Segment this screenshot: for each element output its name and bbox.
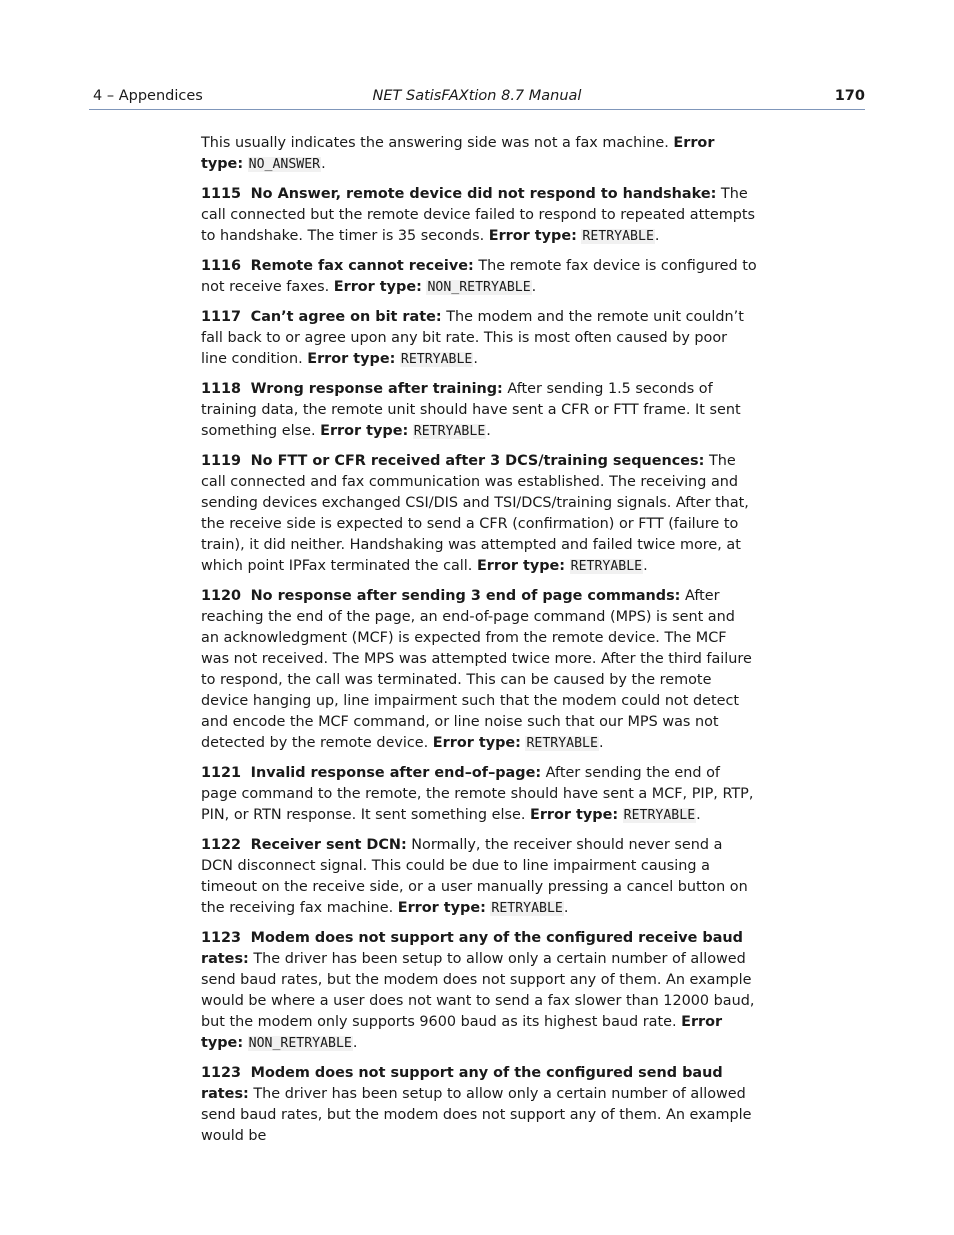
error-description: Normally, the receiver should never send a DCN disconnect signal. This could be due to line impairment causing a timeout on the receive side, or a user manually pressing a cancel button on the receiving fax machine. <box>201 837 748 916</box>
error-entry: 1121 Invalid response after end–of–page: After sending the end of page command to the remote, the remote should have sent a MCF, PIP, RTP, PIN, or RTN response. It sent something else. Error type: RETRYABLE. <box>201 765 754 823</box>
error-title: Wrong response after training: <box>250 381 503 397</box>
error-entry: 1116 Remote fax cannot receive: The remote fax device is configured to not receive faxes. Error type: NON_RETRYABLE. <box>201 258 757 295</box>
error-type-label: Error type: <box>320 423 409 439</box>
error-entry: 1120 No response after sending 3 end of page commands: After reaching the end of the page, an end-of-page command (MPS) is sent and an acknowledgment (MCF) is expected from the remote device. The MCF was not received. The MPS was attempted twice more. After the third failure to respond, the call was terminated. This can be caused by the remote device hanging up, line impairment such that the modem could not detect and encode the MCF command, or line noise such that our MPS was not detected by the remote device. Error type: RETRYABLE. <box>201 588 752 751</box>
error-description: The call connected and fax communication was established. The receiving and sending devices exchanged CSI/DIS and TSI/DCS/training signals. After that, the receive side is expected to send a CFR (confirmation) or FTT (failure to train), it did neither. Handshaking was attempted and failed twice more, at which point IPFax terminated the call. <box>201 453 749 574</box>
error-entry: 1115 No Answer, remote device did not respond to handshake: The call connected but the remote device failed to respond to repeated attempts to handshake. The timer is 35 seconds. Error type: RETRYABLE. <box>201 186 756 244</box>
error-type-value: RETRYABLE <box>623 808 696 823</box>
error-code: 1121 <box>201 765 242 781</box>
error-code: 1122 <box>201 837 242 853</box>
error-description: The call connected but the remote device failed to respond to repeated attempts to handshake. The timer is 35 seconds. <box>201 186 756 244</box>
intro-text: This usually indicates the answering side was not a fax machine. <box>201 135 669 151</box>
error-type-value: RETRYABLE <box>413 424 486 439</box>
page-number: 170 <box>834 88 865 104</box>
error-entry: 1123 Modem does not support any of the configured receive baud rates: The driver has been setup to allow only a certain number of allowed send baud rates, but the modem does not support any of them. An example would be where a user does not want to send a fax slower than 12000 baud, but the modem only supports 9600 baud as its highest baud rate. Error type: NON_RETRYABLE. <box>201 930 755 1051</box>
error-code: 1123 <box>201 1065 242 1081</box>
error-code-list <box>201 133 757 1156</box>
error-type-value: NON_RETRYABLE <box>427 280 531 295</box>
error-title: No response after sending 3 end of page commands: <box>250 588 681 604</box>
error-type-value: RETRYABLE <box>400 352 473 367</box>
error-entry: 1119 No FTT or CFR received after 3 DCS/training sequences: The call connected and fax communication was established. The receiving and sending devices exchanged CSI/DIS and TSI/DCS/training signals. After that, the receive side is expected to send a CFR (confirmation) or FTT (failure to train), it did neither. Handshaking was attempted and failed twice more, at which point IPFax terminated the call. Error type: RETRYABLE. <box>201 453 749 574</box>
error-entry: 1118 Wrong response after training: After sending 1.5 seconds of training data, the remote unit should have sent a CFR or FTT frame. It sent something else. Error type: RETRYABLE. <box>201 381 741 439</box>
error-description: After reaching the end of the page, an end-of-page command (MPS) is sent and an acknowledgment (MCF) is expected from the remote device. The MCF was not received. The MPS was attempted twice more. After the third failure to respond, the call was terminated. This can be caused by the remote device hanging up, line impairment such that the modem could not detect and encode the MCF command, or line noise such that our MPS was not detected by the remote device. <box>201 588 752 751</box>
error-title: No FTT or CFR received after 3 DCS/training sequences: <box>250 453 705 469</box>
error-code: 1118 <box>201 381 242 397</box>
error-type-value: NO_ANSWER <box>248 157 321 172</box>
error-entry: 1117 Can’t agree on bit rate: The modem and the remote unit couldn’t fall back to or agree upon any bit rate. This is most often caused by poor line condition. Error type: RETRYABLE. <box>201 309 744 367</box>
page-header <box>89 88 865 110</box>
error-title: Invalid response after end–of–page: <box>250 765 542 781</box>
intro-paragraph: This usually indicates the answering side was not a fax machine. Error type: NO_ANSWER. <box>201 135 715 172</box>
error-type-label: Error type: <box>201 135 715 172</box>
error-code: 1115 <box>201 186 242 202</box>
error-title: Receiver sent DCN: <box>250 837 407 853</box>
error-title: No Answer, remote device did not respond to handshake: <box>250 186 717 202</box>
error-code: 1116 <box>201 258 242 274</box>
error-type-value: NON_RETRYABLE <box>248 1036 352 1051</box>
error-title: Can’t agree on bit rate: <box>250 309 442 325</box>
error-description: After sending the end of page command to the remote, the remote should have sent a MCF, PIP, RTP, PIN, or RTN response. It sent something else. <box>201 765 754 823</box>
error-title: Modem does not support any of the configured send baud rates: <box>201 1065 723 1102</box>
error-type-label: Error type: <box>530 807 619 823</box>
error-type-label: Error type: <box>397 900 486 916</box>
error-code: 1119 <box>201 453 242 469</box>
error-description: After sending 1.5 seconds of training data, the remote unit should have sent a CFR or FTT frame. It sent something else. <box>201 381 741 439</box>
error-type-label: Error type: <box>488 228 577 244</box>
error-description: The modem and the remote unit couldn’t fall back to or agree upon any bit rate. This is most often caused by poor line condition. <box>201 309 744 367</box>
error-description: The driver has been setup to allow only a certain number of allowed send baud rates, but the modem does not support any of them. An example would be <box>201 1086 752 1144</box>
error-type-label: Error type: <box>307 351 396 367</box>
error-entry <box>201 1063 757 1147</box>
error-type-value: RETRYABLE <box>582 229 654 244</box>
error-type-value: RETRYABLE <box>491 901 563 916</box>
error-type-label: Error type: <box>476 558 566 574</box>
error-entry: 1122 Receiver sent DCN: Normally, the receiver should never send a DCN disconnect signal. This could be due to line impairment causing a timeout on the receive side, or a user manually pressing a cancel button on the receiving fax machine. Error type: RETRYABLE. <box>201 837 748 916</box>
error-type-label: Error type: <box>201 1014 723 1051</box>
error-type-label: Error type: <box>333 279 422 295</box>
error-description: The remote fax device is configured to not receive faxes. <box>201 258 757 295</box>
error-description: The driver has been setup to allow only a certain number of allowed send baud rates, but the modem does not support any of them. An example would be where a user does not want to send a fax slower than 12000 baud, but the modem only supports 9600 baud as its highest baud rate. <box>201 951 755 1030</box>
error-title: Remote fax cannot receive: <box>250 258 474 274</box>
section-label: 4 – Appendices <box>93 88 203 104</box>
document-title: NET SatisFAXtion 8.7 Manual <box>372 88 582 104</box>
error-code: 1123 <box>201 930 242 946</box>
error-type-label: Error type: <box>432 735 521 751</box>
error-type-value: RETRYABLE <box>526 736 598 751</box>
error-title: Modem does not support any of the configured receive baud rates: <box>201 930 743 967</box>
error-code: 1117 <box>201 309 242 325</box>
error-type-value: RETRYABLE <box>570 559 643 574</box>
error-code: 1120 <box>201 588 242 604</box>
